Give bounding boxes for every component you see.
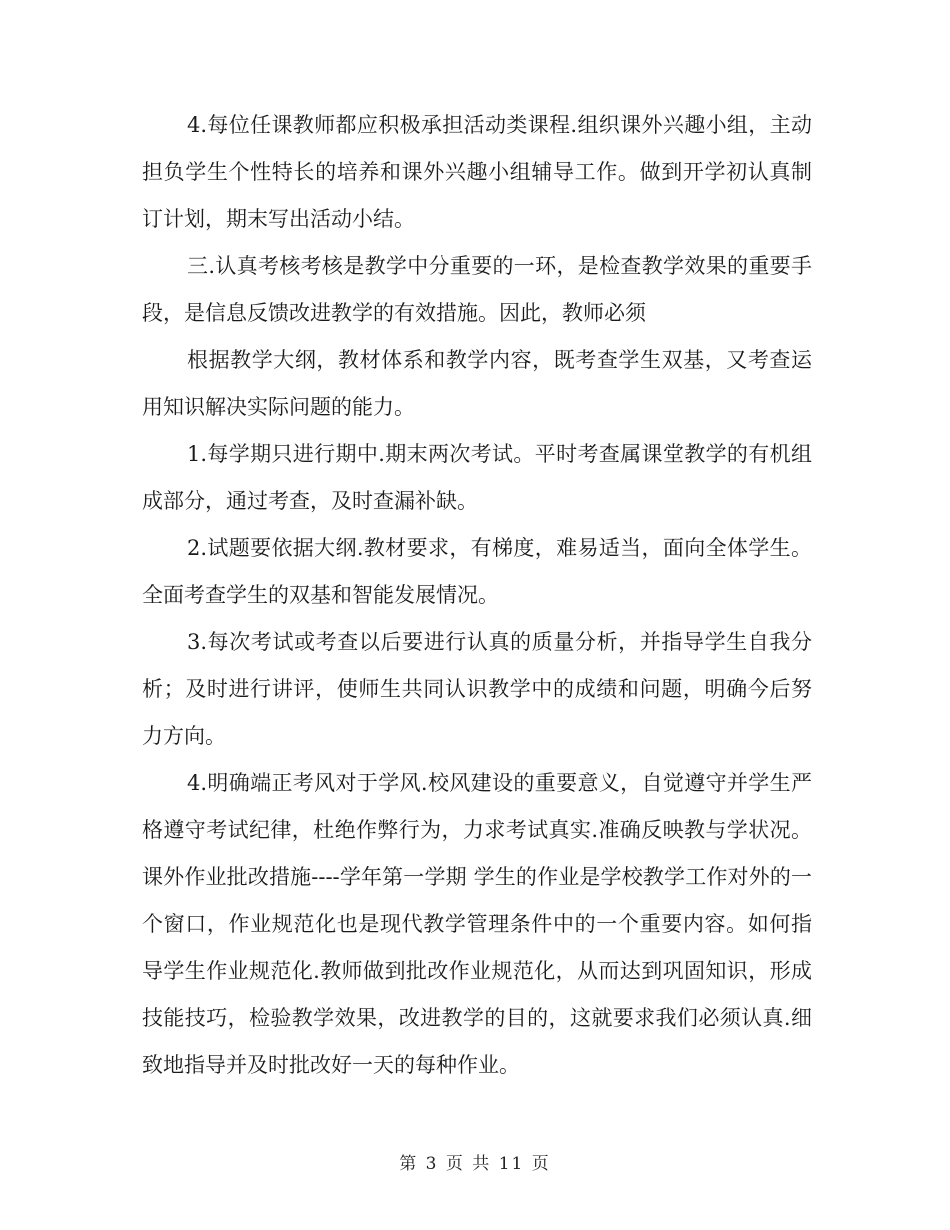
paragraph-activity-courses: 4.每位任课教师都应积极承担活动类课程.组织课外兴趣小组，主动担负学生个性特长的培养和课外兴趣小组辅导工作。做到开学初认真制订计划，期末写出活动小结。 bbox=[142, 113, 812, 231]
paragraph-assessment-intro: 三.认真考核考核是教学中分重要的一环，是检查教学效果的重要手段，是信息反馈改进教学的有效措施。因此，教师必须 bbox=[142, 254, 812, 325]
page-number-footer: 第 3 页 共 11 页 bbox=[399, 1154, 551, 1174]
document-body bbox=[142, 102, 812, 1089]
paragraph-exam-questions: 2.试题要依据大纲.教材要求，有梯度，难易适当，面向全体学生。全面考查学生的双基和智能发展情况。 bbox=[142, 536, 812, 607]
paragraph-exam-analysis: 3.每次考试或考查以后要进行认真的质量分析，并指导学生自我分析；及时进行讲评，使师生共同认识教学中的成绩和问题，明确今后努力方向。 bbox=[142, 630, 812, 748]
paragraph-exam-frequency: 1.每学期只进行期中.期末两次考试。平时考查属课堂教学的有机组成部分，通过考查，及时查漏补缺。 bbox=[142, 442, 812, 513]
paragraph-assessment-basis: 根据教学大纲，教材体系和教学内容，既考查学生双基，又考查运用知识解决实际问题的能力。 bbox=[142, 348, 812, 419]
paragraph-exam-discipline: 4.明确端正考风对于学风.校风建设的重要意义，自觉遵守并学生严格遵守考试纪律，杜绝作弊行为，力求考试真实.准确反映教与学状况。课外作业批改措施----学年第一学期 学生的作业是学校教学工作对外的一个窗口，作业规范化也是现代教学管理条件中的一个重要内容。如何指导学生作业规范化.教师做到批改作业规范化，从而达到巩固知识，形成技能技巧，检验教学效果，改进教学的目的，这就要求我们必须认真.细致地指导并及时批改好一天的每种作业。 bbox=[142, 771, 812, 1077]
